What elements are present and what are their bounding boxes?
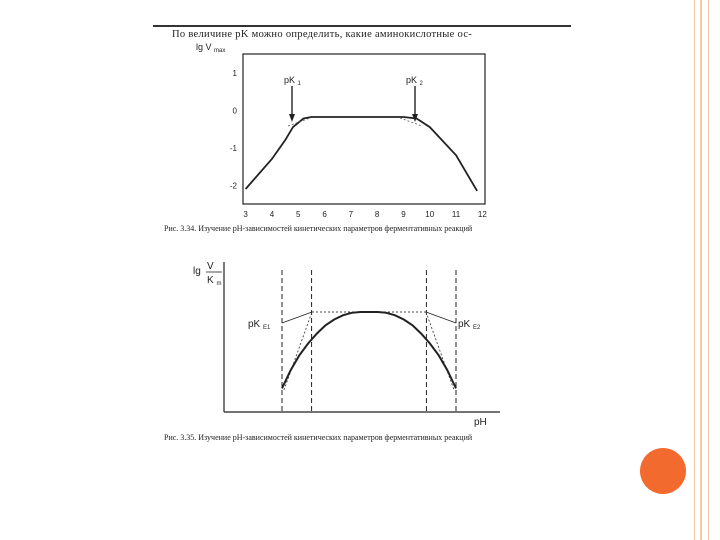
fig2-pke2-sub: E2: [473, 325, 481, 331]
fig2-ylabel-num: V: [207, 261, 214, 272]
fig1-curve: [246, 117, 478, 191]
fig1-xtick-label: 7: [348, 210, 354, 219]
fig1-xtick-label: 8: [374, 210, 380, 219]
fig1-pk2-sub: 2: [419, 81, 423, 87]
fig1-xtick-label: 12: [477, 210, 487, 219]
fig1-ytick-label: 1: [232, 68, 237, 78]
fig2-asymptote-right: [426, 312, 456, 323]
fig2-ylabel-den-sub: m: [216, 281, 222, 287]
fig1-ylabel-sub: max: [214, 48, 226, 54]
fig2-asymptote-left: [282, 312, 312, 323]
fig1-xtick-label: 3: [243, 210, 248, 219]
fig2-xlabel: pH: [474, 417, 487, 428]
fig1-xtick-label: 5: [296, 210, 301, 219]
page-heading: По величине pK можно определить, какие аминокислотные ос-: [172, 29, 473, 40]
fig1-xtick-label: 6: [322, 210, 327, 219]
fig1-frame: [243, 54, 485, 204]
fig1-ytick-label: -2: [229, 181, 237, 191]
fig1-xtick-label: 4: [269, 210, 275, 219]
fig1-ytick-label: -1: [229, 143, 237, 153]
fig1-xtick-label: 10: [425, 210, 435, 219]
figure-1-caption: Рис. 3.34. Изучение рН-зависимостей кинетических параметров ферментативных реакций: [164, 224, 473, 233]
fig1-ytick-label: 0: [232, 106, 237, 116]
fig2-pke2-label: pK $_{E2}$: [458, 319, 481, 331]
fig2-pke1-sub: E1: [263, 325, 271, 331]
fig1-xtick-label: 11: [451, 210, 461, 219]
fig1-pk1-sub: 1: [297, 81, 301, 87]
figure-2-caption: Рис. 3.35. Изучение рН-зависимостей кинетических параметров ферментативных реакций: [164, 433, 473, 442]
fig1-ylabel: lg V $_{max}$: [196, 42, 226, 54]
fig2-ylabel-lg: lg: [193, 266, 201, 277]
fig1-pk2-label: pK $_2$: [406, 75, 423, 87]
fig1-pk1-arrowhead: [289, 114, 295, 122]
fig2-pke1-label: pK $_{E1}$: [248, 319, 271, 331]
fig2-slope-right-dotted: [426, 312, 454, 390]
fig2-slope-left-dotted: [284, 312, 312, 390]
fig2-ylabel-den: K $_m$: [207, 275, 222, 287]
fig1-pk1-label: pK $_1$: [284, 75, 301, 87]
fig1-xtick-label: 9: [401, 210, 406, 219]
